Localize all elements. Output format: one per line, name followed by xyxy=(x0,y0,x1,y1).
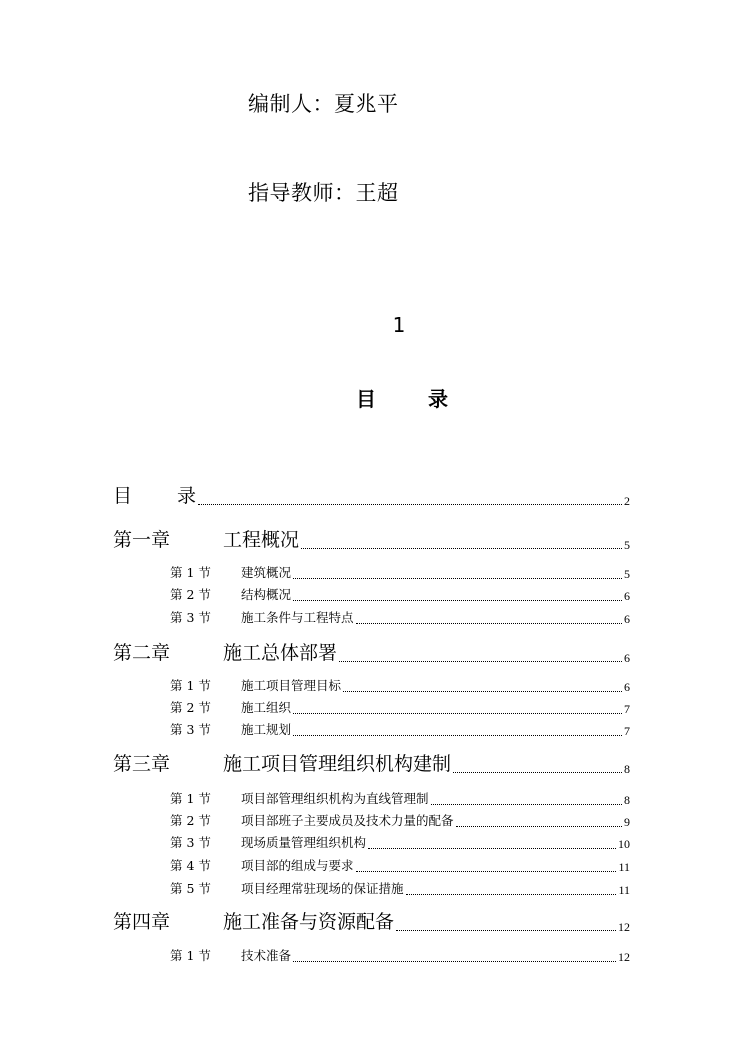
toc-section-entry[interactable] xyxy=(170,718,630,738)
toc-entry-number: 第三章 xyxy=(113,753,171,775)
toc-entry-page: 11 xyxy=(618,860,630,874)
toc-section-entry[interactable] xyxy=(170,877,630,897)
toc-entry-page: 6 xyxy=(624,612,630,626)
toc-entry-page: 7 xyxy=(624,702,630,716)
toc-entry-number: 第 3 节 xyxy=(170,610,211,625)
toc-entry-title: 建筑概况 xyxy=(241,565,292,580)
toc-dot-leader xyxy=(293,735,622,736)
toc-entry-title: 施工组织 xyxy=(241,700,292,715)
toc-dot-leader xyxy=(301,548,622,549)
toc-entry-number: 第四章 xyxy=(113,911,171,933)
compiler-line: 编制人：夏兆平 xyxy=(248,92,399,116)
toc-entry-page: 5 xyxy=(624,567,630,581)
toc-main-entry[interactable] xyxy=(113,478,630,508)
toc-entry-number: 第一章 xyxy=(113,529,171,551)
toc-section-entry[interactable] xyxy=(170,944,630,964)
toc-entry-number: 第 3 节 xyxy=(170,722,211,737)
toc-entry-number: 第 3 节 xyxy=(170,835,211,850)
toc-section-entry[interactable] xyxy=(170,696,630,716)
toc-entry-page: 9 xyxy=(624,815,630,829)
toc-dot-leader xyxy=(368,848,616,849)
toc-entry-title: 现场质量管理组织机构 xyxy=(241,835,367,850)
toc-chapter-entry[interactable] xyxy=(113,524,630,552)
advisor-line: 指导教师：王超 xyxy=(248,181,399,205)
toc-entry-page: 12 xyxy=(618,920,630,934)
toc-entry-page: 6 xyxy=(624,651,630,665)
toc-entry-number: 第 4 节 xyxy=(170,858,211,873)
toc-entry-page: 8 xyxy=(624,793,630,807)
toc-dot-leader xyxy=(406,894,617,895)
toc-entry-title: 工程概况 xyxy=(223,529,300,551)
toc-entry-title: 项目部的组成与要求 xyxy=(241,858,354,873)
toc-section-entry[interactable] xyxy=(170,787,630,807)
toc-entry-number: 第 1 节 xyxy=(170,678,211,693)
toc-dot-leader xyxy=(293,600,622,601)
toc-entry-title: 施工准备与资源配备 xyxy=(223,911,395,933)
toc-heading: 目录 xyxy=(356,387,500,411)
toc-dot-leader xyxy=(431,804,622,805)
toc-chapter-entry[interactable] xyxy=(113,637,630,665)
toc-entry-number: 第 2 节 xyxy=(170,587,211,602)
toc-dot-leader xyxy=(293,961,616,962)
toc-chapter-entry[interactable] xyxy=(113,906,630,934)
toc-entry-title: 施工条件与工程特点 xyxy=(241,610,354,625)
toc-dot-leader xyxy=(339,661,622,662)
toc-dot-leader xyxy=(343,691,622,692)
toc-entry-title: 施工项目管理组织机构建制 xyxy=(223,753,452,775)
toc-entry-page: 5 xyxy=(624,538,630,552)
toc-dot-leader xyxy=(356,623,622,624)
toc-entry-number: 第 1 节 xyxy=(170,565,211,580)
toc-entry-page: 6 xyxy=(624,680,630,694)
toc-section-entry[interactable] xyxy=(170,674,630,694)
page-number: 1 xyxy=(392,313,406,337)
toc-entry-title: 施工总体部署 xyxy=(223,642,338,664)
toc-dot-leader xyxy=(456,826,622,827)
toc-entry-page: 8 xyxy=(624,762,630,776)
toc-entry-title: 技术准备 xyxy=(241,948,292,963)
toc-entry-page: 12 xyxy=(618,950,630,964)
toc-section-entry[interactable] xyxy=(170,606,630,626)
toc-entry-page: 7 xyxy=(624,724,630,738)
toc-entry-page: 10 xyxy=(618,837,630,851)
toc-dot-leader xyxy=(293,713,622,714)
toc-entry-number: 第 5 节 xyxy=(170,881,211,896)
toc-dot-leader xyxy=(396,930,616,931)
toc-dot-leader xyxy=(356,871,617,872)
toc-entry-page: 6 xyxy=(624,589,630,603)
toc-entry-number: 第 1 节 xyxy=(170,948,211,963)
toc-section-entry[interactable] xyxy=(170,561,630,581)
toc-section-entry[interactable] xyxy=(170,583,630,603)
toc-entry-number: 第 1 节 xyxy=(170,791,211,806)
toc-dot-leader xyxy=(198,504,622,505)
toc-entry-title: 项目部班子主要成员及技术力量的配备 xyxy=(241,813,454,828)
toc-section-entry[interactable] xyxy=(170,831,630,851)
toc-entry-title: 项目部管理组织机构为直线管理制 xyxy=(241,791,429,806)
toc-entry-title: 施工规划 xyxy=(241,722,292,737)
toc-entry-page: 2 xyxy=(624,494,630,508)
toc-entry-title: 项目经理常驻现场的保证措施 xyxy=(241,881,404,896)
toc-entry-number: 第二章 xyxy=(113,642,171,664)
toc-section-entry[interactable] xyxy=(170,809,630,829)
toc-entry-number: 第 2 节 xyxy=(170,813,211,828)
toc-dot-leader xyxy=(293,578,622,579)
toc-entry-title: 目录 xyxy=(113,485,242,507)
toc-entry-title: 结构概况 xyxy=(241,587,292,602)
toc-section-entry[interactable] xyxy=(170,854,630,874)
toc-entry-page: 11 xyxy=(618,883,630,897)
toc-entry-number: 第 2 节 xyxy=(170,700,211,715)
toc-entry-title: 施工项目管理目标 xyxy=(241,678,342,693)
toc-dot-leader xyxy=(453,772,622,773)
toc-chapter-entry[interactable] xyxy=(113,748,630,776)
